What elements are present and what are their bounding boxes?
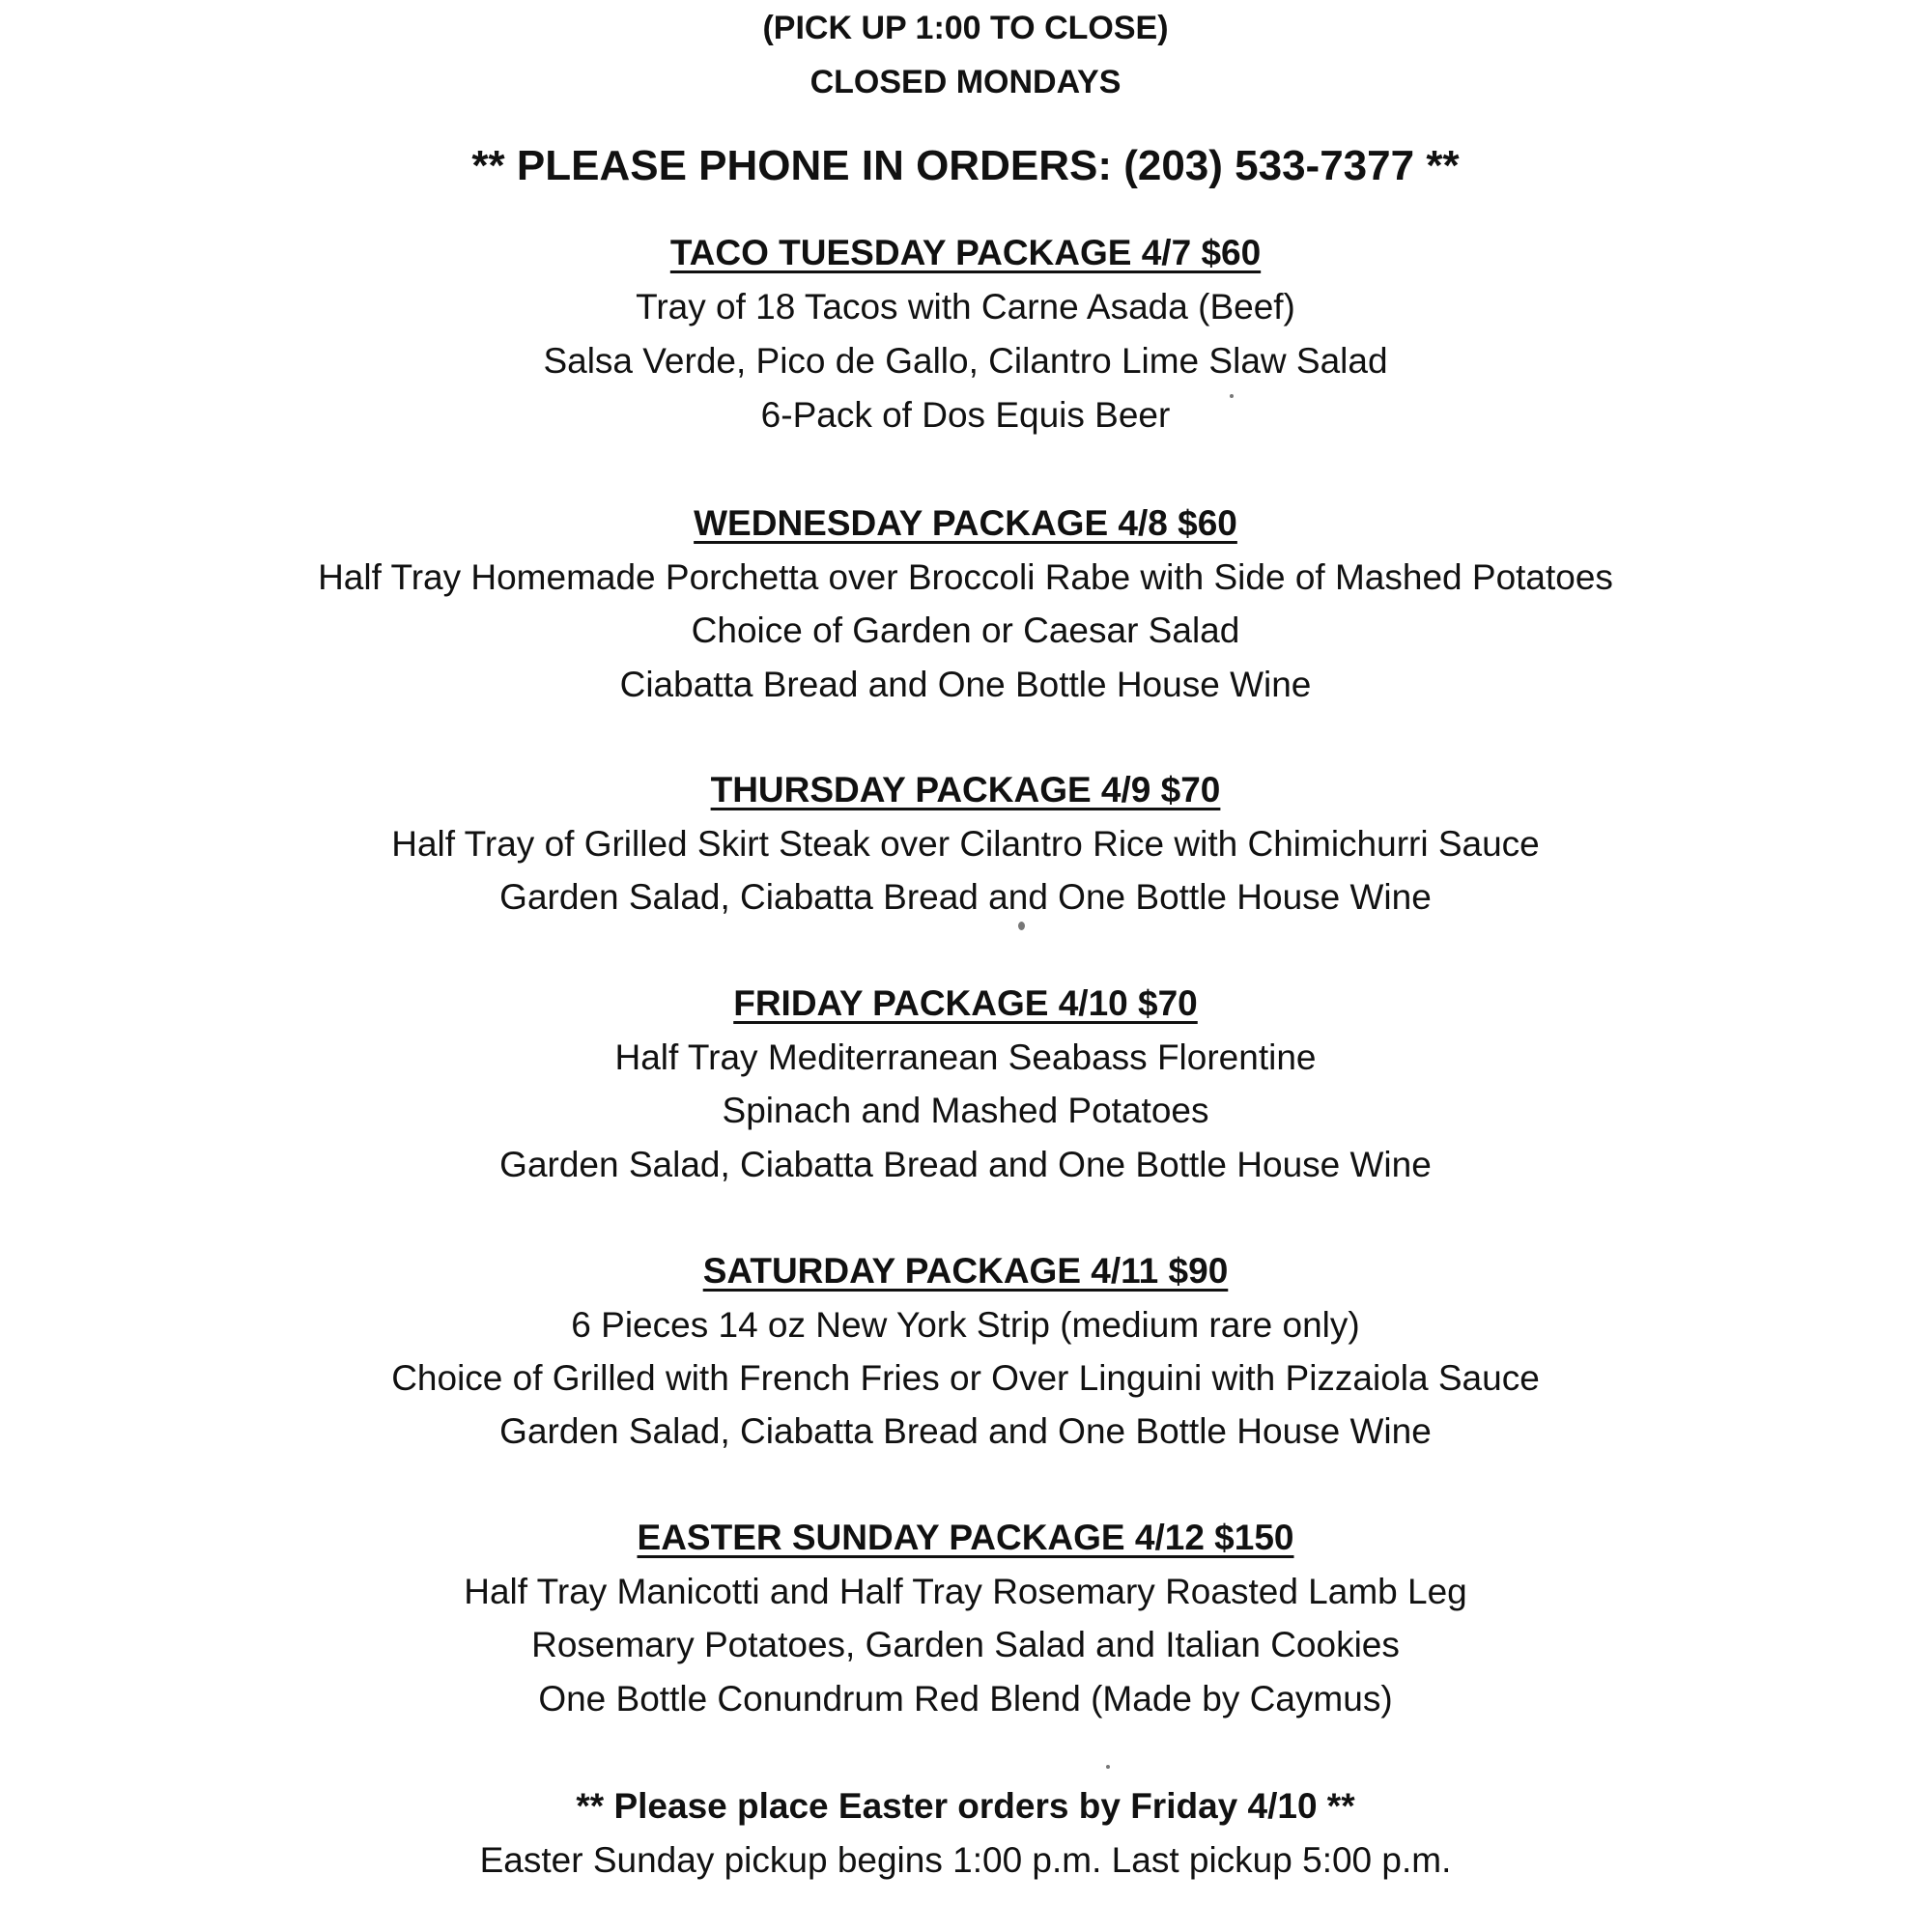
package-item: Garden Salad, Ciabatta Bread and One Bottle House Wine <box>499 1145 1432 1184</box>
package-item: Salsa Verde, Pico de Gallo, Cilantro Lime Slaw Salad <box>543 341 1388 381</box>
package-item: Garden Salad, Ciabatta Bread and One Bottle House Wine <box>499 1411 1432 1451</box>
package-item: One Bottle Conundrum Red Blend (Made by Caymus) <box>538 1679 1393 1719</box>
package-item: Half Tray Manicotti and Half Tray Rosemary Roasted Lamb Leg <box>464 1572 1467 1611</box>
package-item: Half Tray Homemade Porchetta over Broccoli Rabe with Side of Mashed Potatoes <box>318 557 1613 597</box>
package-item: 6-Pack of Dos Equis Beer <box>760 395 1171 435</box>
scan-speck <box>1106 1765 1110 1769</box>
package-title: FRIDAY PACKAGE 4/10 $70 <box>733 983 1198 1023</box>
package-item: Choice of Grilled with French Fries or Over Linguini with Pizzaiola Sauce <box>391 1358 1540 1398</box>
package-item: Ciabatta Bread and One Bottle House Wine <box>619 665 1312 704</box>
package-title: TACO TUESDAY PACKAGE 4/7 $60 <box>669 233 1262 272</box>
pickup-hours: (PICK UP 1:00 TO CLOSE) <box>762 10 1169 46</box>
easter-pickup-times: Easter Sunday pickup begins 1:00 p.m. Last pickup 5:00 p.m. <box>479 1840 1452 1880</box>
package-title: THURSDAY PACKAGE 4/9 $70 <box>710 770 1221 810</box>
package-item: Rosemary Potatoes, Garden Salad and Italian Cookies <box>531 1625 1400 1664</box>
scan-speck <box>1018 922 1025 930</box>
package-item: Half Tray of Grilled Skirt Steak over Cilantro Rice with Chimichurri Sauce <box>391 824 1540 864</box>
package-title: SATURDAY PACKAGE 4/11 $90 <box>702 1251 1229 1291</box>
package-item: Choice of Garden or Caesar Salad <box>691 611 1240 650</box>
package-item: Half Tray Mediterranean Seabass Florentine <box>614 1037 1317 1077</box>
package-item: Tray of 18 Tacos with Carne Asada (Beef) <box>636 287 1295 327</box>
package-title: EASTER SUNDAY PACKAGE 4/12 $150 <box>637 1518 1294 1557</box>
package-item: Spinach and Mashed Potatoes <box>722 1091 1209 1130</box>
package-item: 6 Pieces 14 oz New York Strip (medium rare only) <box>571 1305 1360 1345</box>
package-item: Garden Salad, Ciabatta Bread and One Bottle House Wine <box>499 877 1432 917</box>
scan-speck <box>1230 394 1234 398</box>
closed-days: CLOSED MONDAYS <box>809 64 1122 100</box>
package-title: WEDNESDAY PACKAGE 4/8 $60 <box>694 503 1237 543</box>
phone-notice: ** PLEASE PHONE IN ORDERS: (203) 533-7377 ** <box>471 142 1460 189</box>
easter-order-deadline: ** Please place Easter orders by Friday 4/10 ** <box>576 1786 1355 1826</box>
